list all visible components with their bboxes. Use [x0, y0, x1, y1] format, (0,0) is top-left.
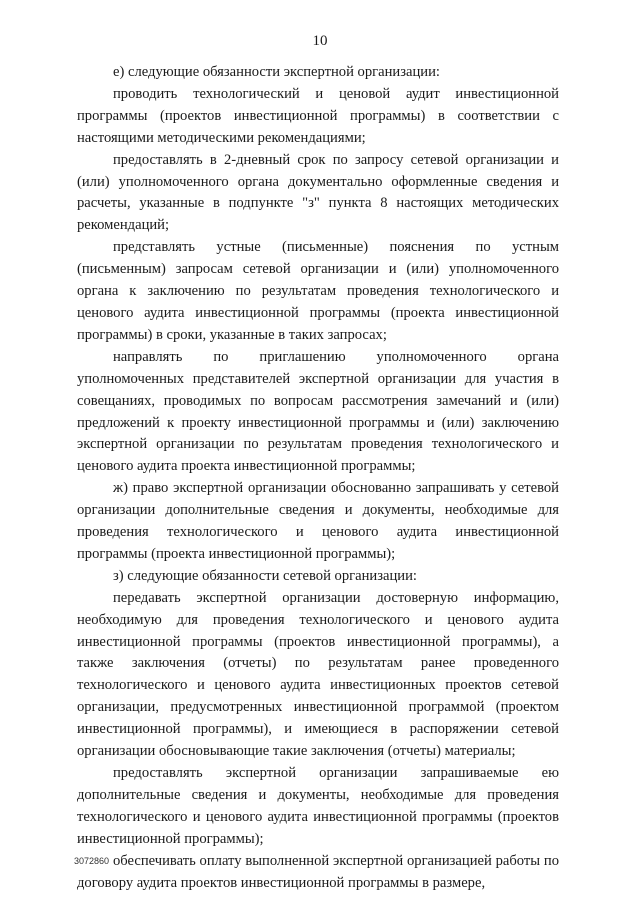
paragraph: е) следующие обязанности экспертной организации: [113, 64, 440, 80]
paragraph: передавать экспертной организации достоверную информацию, необходимую для проведения технологического и ценового аудита инвестиционной программы (проектов инвестиционной программы), а также заключения (отчеты) по результатам ранее проведенного технологического и ценового аудита инвестиционных проектов сетевой организации, предусмотренных инвестиционной программой (проектом инвестиционной программы), и имеющиеся в распоряжении сетевой организации обосновывающие такие заключения (отчеты) материалы; [77, 589, 559, 760]
paragraph: проводить технологический и ценовой аудит инвестиционной программы (проектов инвестиционной программы) в соответствии с настоящими методическими рекомендациями; [77, 85, 559, 146]
paragraph: обеспечивать оплату выполненной экспертной организацией работы по договору аудита проектов инвестиционной программы в размере, [77, 852, 559, 891]
paragraph: предоставлять в 2-дневный срок по запросу сетевой организации и (или) уполномоченного органа документально оформленные сведения и расчеты, указанные в подпункте "з" пункта 8 настоящих методических рекомендаций; [77, 151, 559, 234]
document-code: 3072860 [74, 856, 110, 866]
paragraph: ж) право экспертной организации обоснованно запрашивать у сетевой организации дополнительные сведения и документы, необходимые для проведения технологического и ценового аудита инвестиционной программы (проекта инвестиционной программы); [77, 480, 559, 562]
paragraph: представлять устные (письменные) пояснения по устным (письменным) запросам сетевой организации и (или) уполномоченного органа к заключению по результатам проведения технологического и ценового аудита инвестиционной программы (проекта инвестиционной программы) в сроки, указанные в таких запросах; [77, 239, 559, 343]
paragraph: предоставлять экспертной организации запрашиваемые ею дополнительные сведения и документы, необходимые для проведения технологического и ценового аудита инвестиционной программы (проектов инвестиционной программы); [77, 765, 559, 847]
document-body [77, 62, 559, 894]
paragraph: направлять по приглашению уполномоченного органа уполномоченных представителей экспертной организации для участия в совещаниях, проводимых по вопросам рассмотрения замечаний и (или) предложений к проекту инвестиционной программы и (или) заключению экспертной организации по результатам проведения технологического и ценового аудита проекта инвестиционной программы; [77, 348, 559, 475]
paragraph: з) следующие обязанности сетевой организации: [113, 567, 417, 584]
page-number: 10 [312, 33, 328, 49]
